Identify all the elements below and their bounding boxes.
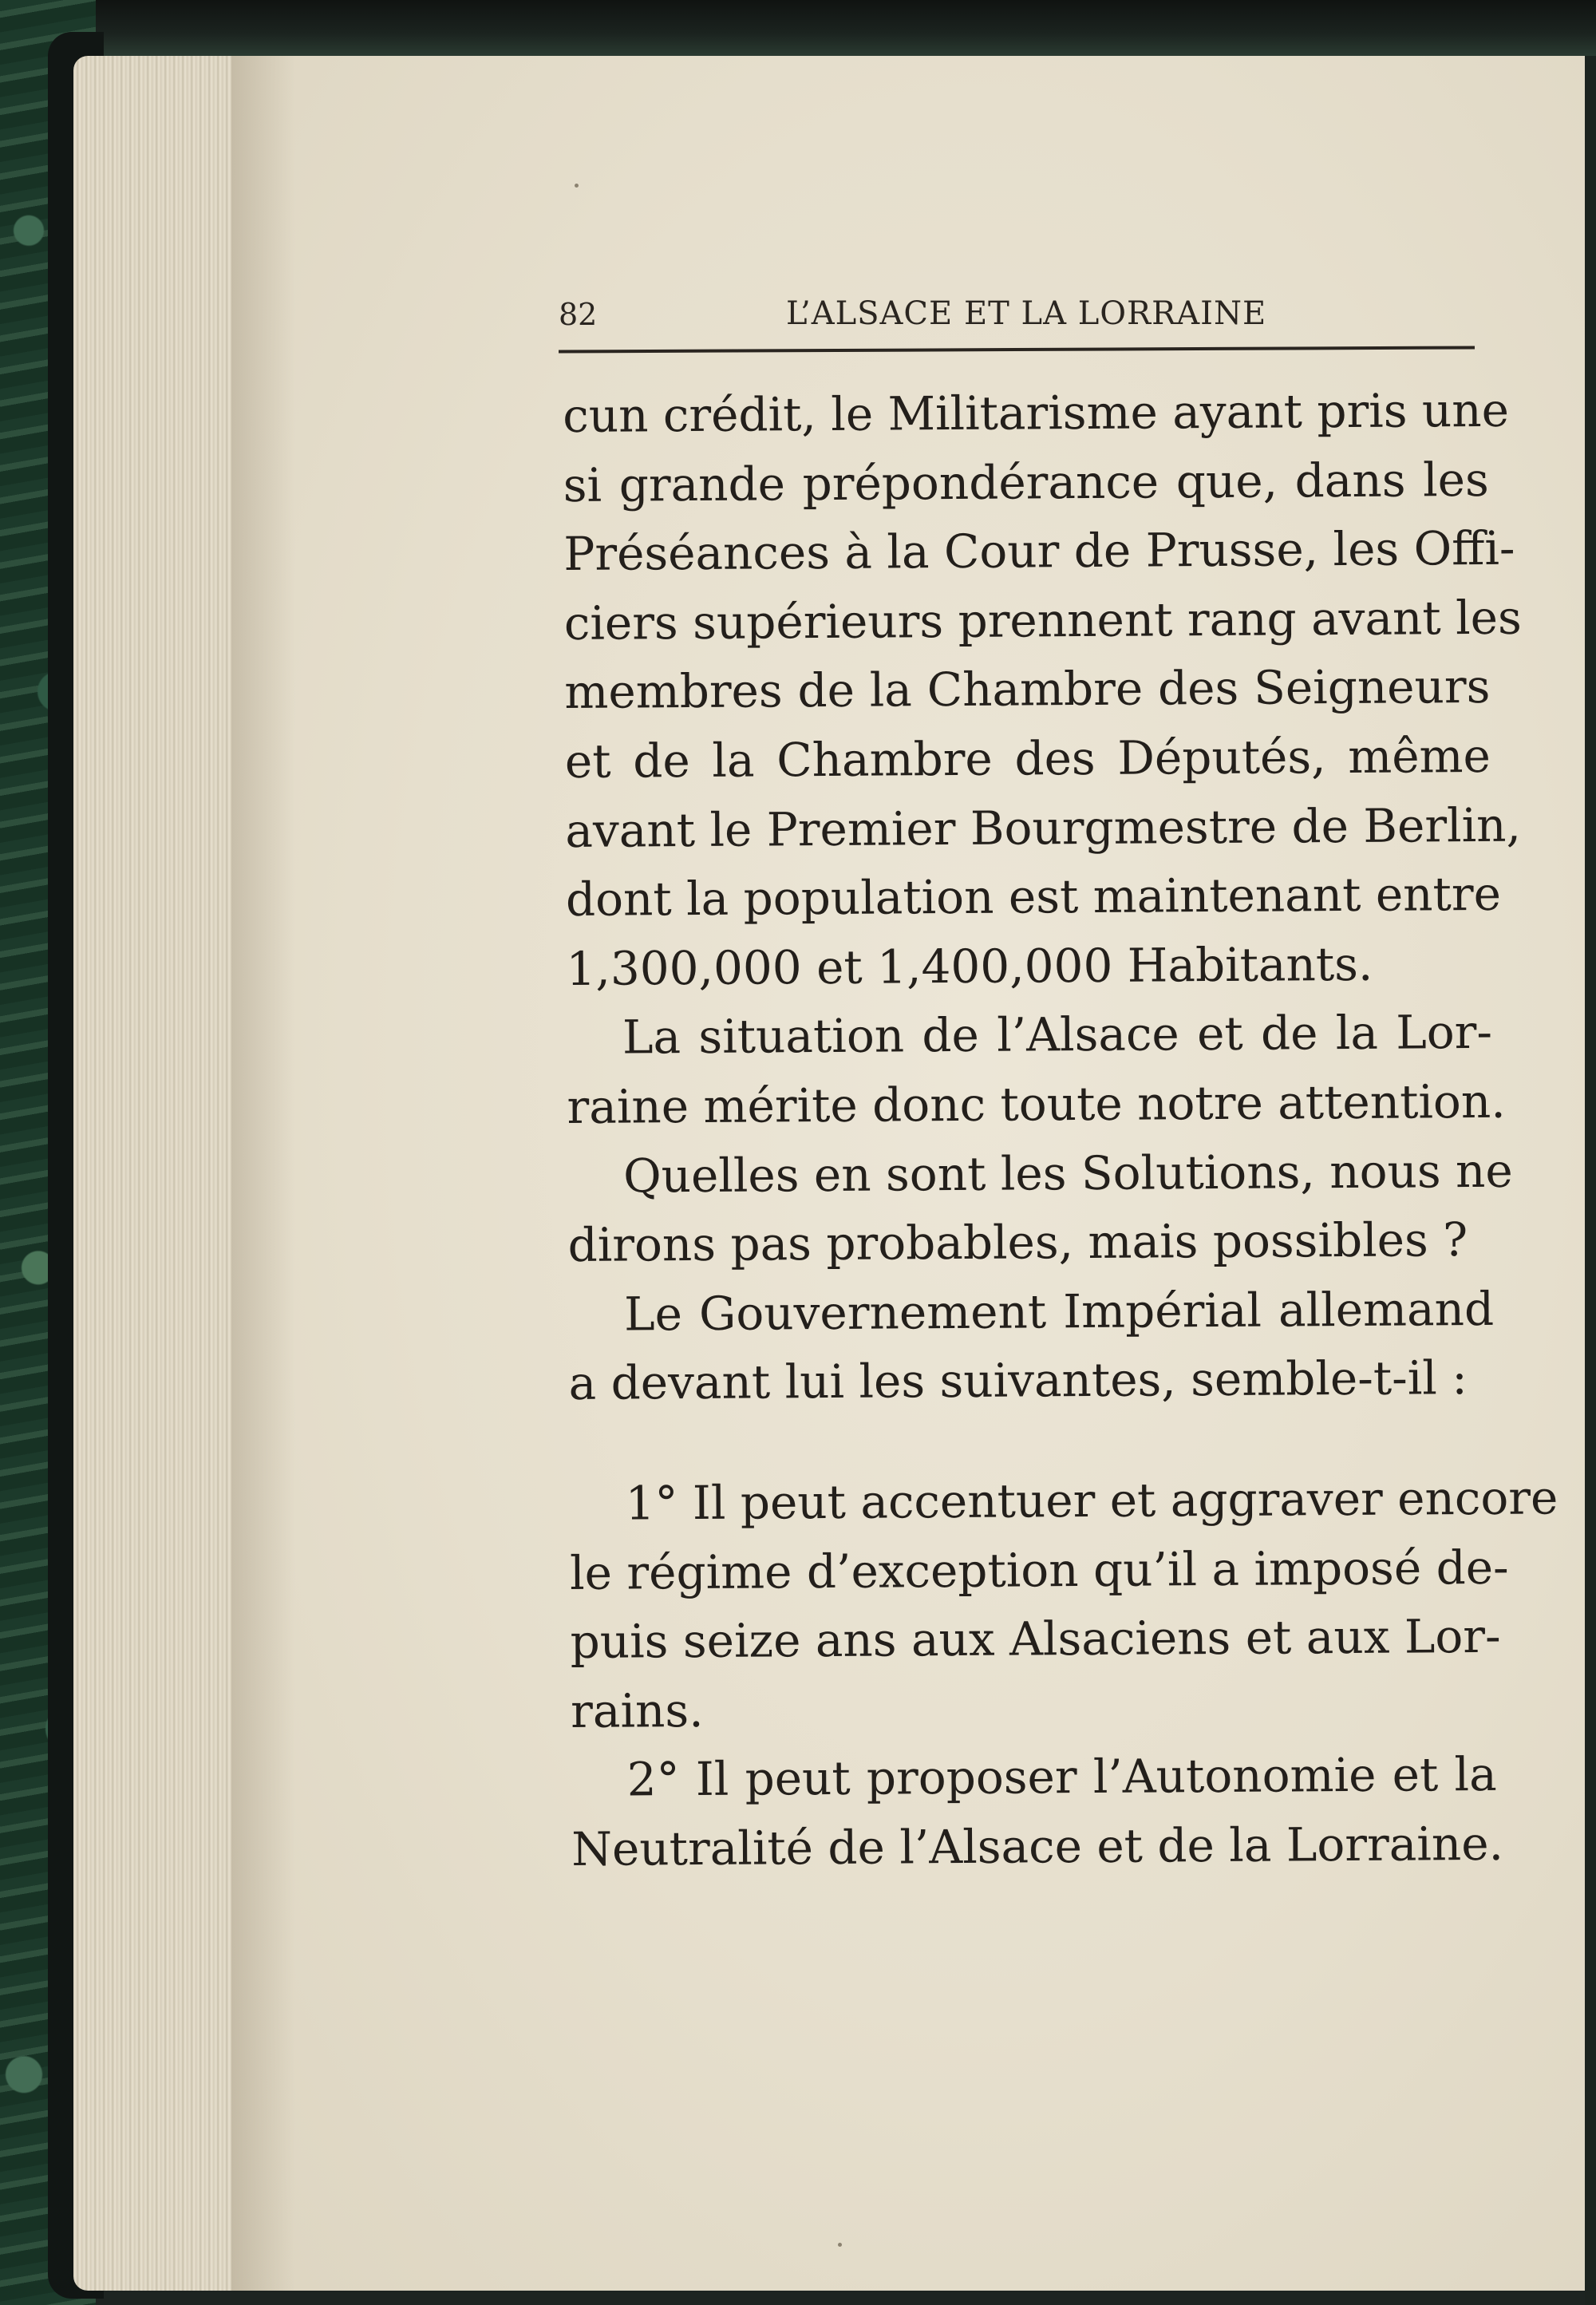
text-line: ciers supérieurs prennent rang avant les	[563, 590, 1522, 650]
text-line: cun crédit, le Militarisme ayant pris une	[563, 382, 1510, 443]
running-head	[559, 287, 1492, 335]
body-text	[563, 376, 1558, 1884]
text-line: Le Gouvernement Impérial allemand	[623, 1281, 1495, 1342]
text-line: Quelles en sont les Solutions, nous ne	[622, 1143, 1513, 1204]
text-line: 2° Il peut proposer l’Autonomie et la	[626, 1747, 1497, 1807]
right-cover-edge	[1585, 56, 1596, 2305]
text-line: Neutralité de l’Alsace et de la Lorraine.	[571, 1816, 1504, 1876]
text-line: La situation de l’Alsace et de la Lor-	[622, 1005, 1493, 1065]
text-line: rains.	[570, 1682, 704, 1738]
text-line: et de la Chambre des Députés, même	[564, 728, 1491, 789]
paper-speck	[575, 184, 579, 188]
text-line: membres de la Chambre des Seigneurs	[564, 659, 1491, 720]
text-line: a devant lui les suivantes, semble-t-il :	[568, 1350, 1468, 1411]
book-top-edge	[0, 0, 1596, 56]
text-line: raine mérite donc toute notre attention.	[567, 1073, 1506, 1134]
running-title: L’ALSACE ET LA LORRAINE	[786, 295, 1267, 332]
paper-speck	[838, 2243, 842, 2247]
text-line: dont la population est maintenant entre	[565, 866, 1502, 927]
gutter-shadow	[231, 56, 295, 2291]
text-line: Préséances à la Cour de Prusse, les Offi-	[563, 520, 1515, 582]
text-line: dirons pas probables, mais possibles ?	[567, 1212, 1468, 1273]
text-line: si grande prépondérance que, dans les	[563, 452, 1489, 512]
page-stack-edges	[73, 56, 249, 2291]
text-line: 1° Il peut accentuer et aggraver encore	[625, 1470, 1558, 1531]
paragraph-gap	[569, 1413, 1495, 1469]
text-line: le régime d’exception qu’il a imposé de-	[569, 1540, 1509, 1600]
text-line: puis seize ans aux Alsaciens et aux Lor-	[570, 1608, 1501, 1670]
text-line: avant le Premier Bourgmestre de Berlin,	[565, 797, 1522, 858]
text-line: 1,300,000 et 1,400,000 Habitants.	[566, 936, 1373, 996]
page-number: 82	[559, 297, 598, 332]
